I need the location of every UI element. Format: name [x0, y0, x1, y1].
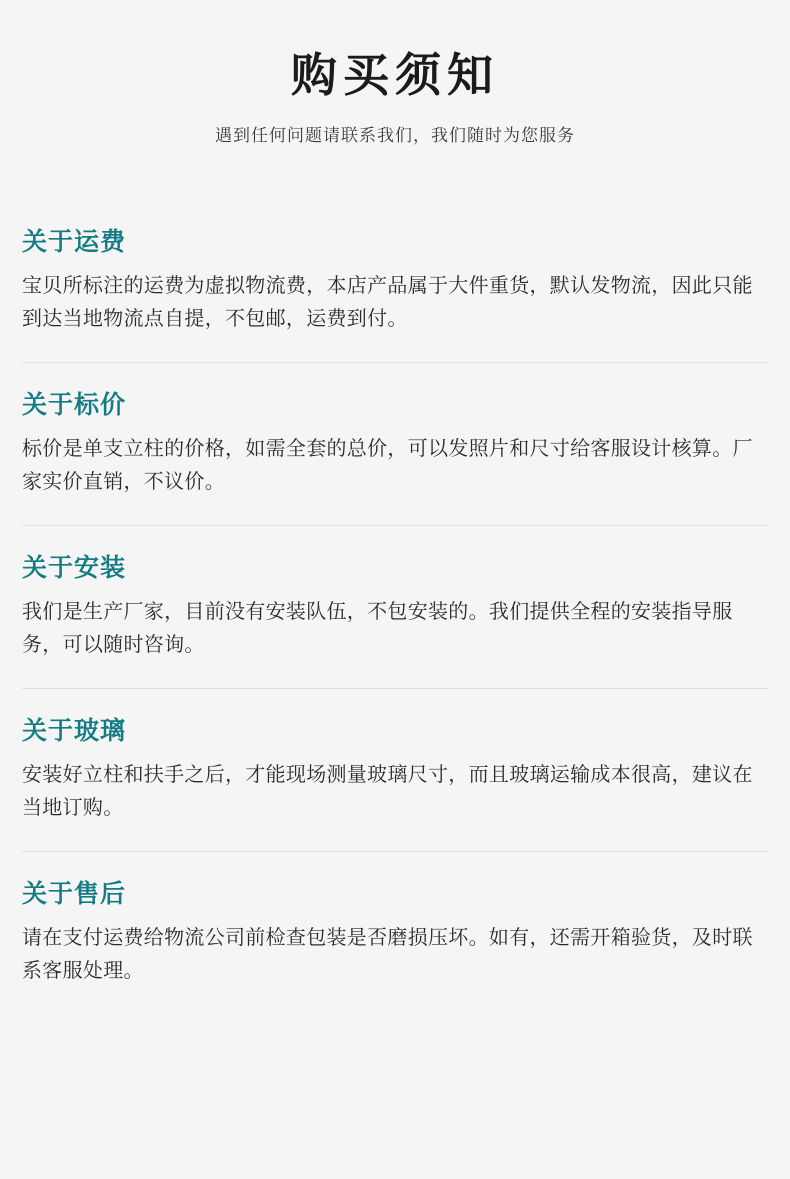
section-title: 关于运费 — [22, 228, 127, 257]
section-title: 关于玻璃 — [22, 717, 127, 746]
notice-section — [22, 526, 768, 689]
section-title: 关于安装 — [22, 554, 127, 583]
section-body: 标价是单支立柱的价格，如需全套的总价，可以发照片和尺寸给客服设计核算。厂家实价直销，不议价。 — [22, 438, 753, 494]
notice-section — [22, 689, 768, 852]
notice-section — [22, 363, 768, 526]
section-body: 安装好立柱和扶手之后，才能现场测量玻璃尺寸，而且玻璃运输成本很高，建议在当地订购。 — [22, 764, 753, 820]
page-title: 购买须知 — [291, 49, 499, 101]
notice-section — [22, 852, 768, 1014]
section-title: 关于标价 — [22, 391, 127, 420]
page-subtitle: 遇到任何问题请联系我们，我们随时为您服务 — [215, 126, 575, 146]
page-header — [0, 0, 790, 146]
section-body: 我们是生产厂家，目前没有安装队伍，不包安装的。我们提供全程的安装指导服务，可以随时咨询。 — [22, 601, 733, 657]
section-title: 关于售后 — [22, 880, 127, 909]
section-body: 请在支付运费给物流公司前检查包装是否磨损压坏。如有，还需开箱验货，及时联系客服处理。 — [22, 927, 753, 983]
section-body: 宝贝所标注的运费为虚拟物流费，本店产品属于大件重货，默认发物流，因此只能到达当地物流点自提，不包邮，运费到付。 — [22, 275, 753, 331]
notice-sections — [0, 200, 790, 1014]
notice-section — [22, 200, 768, 363]
